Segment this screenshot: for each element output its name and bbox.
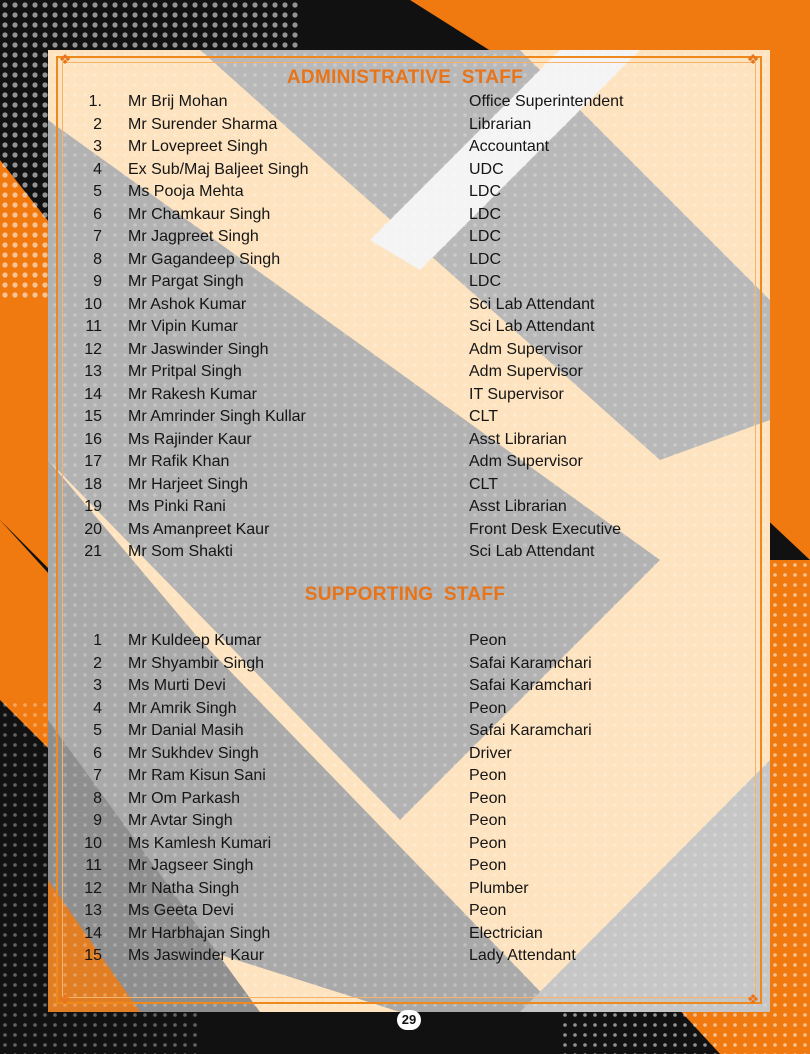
staff-designation: Peon	[469, 834, 507, 852]
staff-name: Mr Surender Sharma	[128, 115, 278, 133]
staff-number: 15	[84, 408, 102, 425]
staff-row	[0, 880, 810, 902]
staff-row	[0, 116, 810, 138]
supporting-staff-heading: SUPPORTING STAFF	[304, 584, 506, 605]
corner-ornament-icon: ❖	[746, 51, 760, 67]
staff-row	[0, 183, 810, 205]
staff-row	[0, 251, 810, 273]
staff-number: 17	[84, 453, 102, 470]
staff-number: 9	[93, 273, 102, 290]
staff-name: Mr Danial Masih	[128, 722, 244, 739]
staff-row	[0, 228, 810, 250]
staff-designation: Asst Librarian	[469, 430, 567, 448]
staff-designation: Sci Lab Attendant	[469, 318, 595, 335]
staff-number: 4	[93, 699, 102, 717]
staff-designation: Front Desk Executive	[469, 520, 622, 538]
staff-number: 1.	[88, 93, 102, 110]
staff-name: Ms Kamlesh Kumari	[128, 834, 272, 852]
staff-row	[0, 273, 810, 295]
staff-designation: Electrician	[469, 924, 543, 942]
staff-number: 21	[84, 543, 102, 560]
staff-row	[0, 835, 810, 857]
staff-row	[0, 498, 810, 520]
staff-number: 5	[93, 183, 102, 200]
staff-designation: LDC	[469, 228, 502, 245]
staff-name: Mr Ashok Kumar	[128, 295, 247, 313]
staff-name: Mr Jagseer Singh	[128, 857, 254, 874]
staff-row	[0, 745, 810, 767]
staff-number: 13	[84, 363, 102, 380]
staff-name: Ms Geeta Devi	[128, 902, 234, 919]
staff-name: Mr Harjeet Singh	[128, 475, 249, 493]
staff-number: 6	[93, 205, 102, 223]
staff-number: 5	[93, 722, 102, 739]
staff-designation: Peon	[469, 789, 507, 807]
staff-number: 11	[85, 318, 102, 335]
staff-number: 16	[84, 430, 102, 448]
staff-number: 8	[93, 789, 102, 807]
staff-name: Mr Som Shakti	[128, 543, 233, 560]
staff-row	[0, 655, 810, 677]
staff-name: Mr Gagandeep Singh	[128, 250, 281, 268]
staff-name: Mr Brij Mohan	[128, 93, 228, 110]
staff-name: Mr Kuldeep Kumar	[128, 632, 262, 649]
staff-name: Mr Rafik Khan	[128, 453, 230, 470]
staff-number: 7	[93, 767, 102, 784]
page-number: 29	[397, 1010, 421, 1030]
staff-number: 13	[84, 902, 102, 919]
staff-number: 20	[84, 520, 102, 538]
corner-ornament-icon: ❖	[58, 51, 72, 67]
staff-designation: Driver	[469, 744, 512, 762]
staff-row	[0, 341, 810, 363]
staff-name: Mr Vipin Kumar	[128, 318, 238, 335]
staff-row	[0, 722, 810, 744]
staff-number: 2	[93, 115, 102, 133]
staff-number: 10	[84, 834, 102, 852]
staff-name: Ms Amanpreet Kaur	[128, 520, 270, 538]
staff-number: 2	[93, 654, 102, 672]
staff-designation: Peon	[469, 699, 507, 717]
staff-number: 8	[93, 250, 102, 268]
staff-row	[0, 138, 810, 160]
staff-row	[0, 408, 810, 430]
staff-number: 12	[84, 879, 102, 897]
staff-name: Mr Ram Kisun Sani	[128, 767, 266, 784]
staff-designation: Lady Attendant	[469, 947, 576, 964]
staff-designation: Peon	[469, 902, 507, 919]
staff-name: Mr Sukhdev Singh	[128, 744, 259, 762]
staff-name: Mr Pritpal Singh	[128, 363, 242, 380]
staff-row	[0, 812, 810, 834]
staff-name: Ms Pooja Mehta	[128, 183, 244, 200]
staff-row	[0, 431, 810, 453]
staff-designation: Peon	[469, 857, 507, 874]
staff-designation: LDC	[469, 250, 502, 268]
staff-number: 6	[93, 744, 102, 762]
staff-name: Mr Jagpreet Singh	[128, 228, 259, 245]
staff-number: 3	[93, 677, 102, 694]
staff-number: 14	[84, 924, 102, 942]
staff-designation: UDC	[469, 160, 504, 178]
staff-number: 1	[93, 632, 102, 649]
staff-name: Mr Lovepreet Singh	[128, 138, 268, 155]
staff-number: 15	[84, 947, 102, 964]
staff-name: Ex Sub/Maj Baljeet Singh	[128, 160, 309, 178]
staff-row	[0, 677, 810, 699]
staff-designation: Peon	[469, 767, 507, 784]
staff-designation: Sci Lab Attendant	[469, 543, 595, 560]
staff-designation: LDC	[469, 205, 502, 223]
staff-number: 7	[93, 228, 102, 245]
staff-row	[0, 296, 810, 318]
staff-row	[0, 161, 810, 183]
staff-row	[0, 700, 810, 722]
corner-ornament-icon: ❖	[746, 991, 760, 1007]
staff-name: Mr Avtar Singh	[128, 812, 233, 829]
staff-designation: Adm Supervisor	[469, 453, 583, 470]
staff-name: Ms Pinki Rani	[128, 498, 226, 515]
staff-name: Mr Om Parkash	[128, 789, 241, 807]
staff-name: Mr Chamkaur Singh	[128, 205, 271, 223]
staff-name: Mr Jaswinder Singh	[128, 340, 269, 358]
staff-row	[0, 543, 810, 565]
staff-name: Mr Shyambir Singh	[128, 654, 265, 672]
staff-row	[0, 767, 810, 789]
staff-number: 10	[84, 295, 102, 313]
staff-number: 4	[93, 160, 102, 178]
staff-designation: Safai Karamchari	[469, 654, 592, 672]
staff-designation: LDC	[469, 183, 502, 200]
staff-row	[0, 93, 810, 115]
staff-number: 12	[84, 340, 102, 358]
staff-designation: Adm Supervisor	[469, 340, 583, 358]
staff-row	[0, 386, 810, 408]
staff-row	[0, 925, 810, 947]
staff-designation: Sci Lab Attendant	[469, 295, 595, 313]
staff-designation: Adm Supervisor	[469, 363, 583, 380]
staff-name: Ms Rajinder Kaur	[128, 430, 252, 448]
staff-designation: Plumber	[469, 879, 529, 897]
staff-number: 14	[84, 385, 102, 403]
staff-name: Mr Harbhajan Singh	[128, 924, 271, 942]
staff-row	[0, 318, 810, 340]
staff-number: 18	[84, 475, 102, 493]
staff-designation: Office Superintendent	[469, 93, 624, 110]
staff-designation: Safai Karamchari	[469, 677, 592, 694]
staff-designation: Peon	[469, 632, 507, 649]
staff-name: Mr Natha Singh	[128, 879, 240, 897]
staff-row	[0, 521, 810, 543]
staff-number: 19	[84, 498, 102, 515]
staff-name: Mr Rakesh Kumar	[128, 385, 257, 403]
staff-designation: Accountant	[469, 138, 550, 155]
staff-name: Mr Pargat Singh	[128, 273, 244, 290]
staff-name: Ms Jaswinder Kaur	[128, 947, 265, 964]
staff-row	[0, 790, 810, 812]
staff-row	[0, 857, 810, 879]
staff-designation: LDC	[469, 273, 502, 290]
staff-designation: CLT	[469, 475, 499, 493]
staff-designation: Safai Karamchari	[469, 722, 592, 739]
staff-designation: Asst Librarian	[469, 498, 567, 515]
staff-designation: Peon	[469, 812, 507, 829]
staff-designation: Librarian	[469, 115, 532, 133]
staff-row	[0, 363, 810, 385]
staff-designation: IT Supervisor	[469, 385, 564, 403]
staff-number: 3	[93, 138, 102, 155]
staff-name: Mr Amrik Singh	[128, 699, 237, 717]
administrative-staff-heading: ADMINISTRATIVE STAFF	[286, 67, 524, 88]
staff-row	[0, 453, 810, 475]
staff-row	[0, 902, 810, 924]
staff-name: Mr Amrinder Singh Kullar	[128, 408, 306, 425]
staff-row	[0, 206, 810, 228]
staff-row	[0, 947, 810, 969]
corner-ornament-icon: ❖	[58, 991, 72, 1007]
staff-number: 11	[85, 857, 102, 874]
staff-row	[0, 476, 810, 498]
staff-row	[0, 632, 810, 654]
staff-designation: CLT	[469, 408, 499, 425]
staff-name: Ms Murti Devi	[128, 677, 226, 694]
staff-number: 9	[93, 812, 102, 829]
